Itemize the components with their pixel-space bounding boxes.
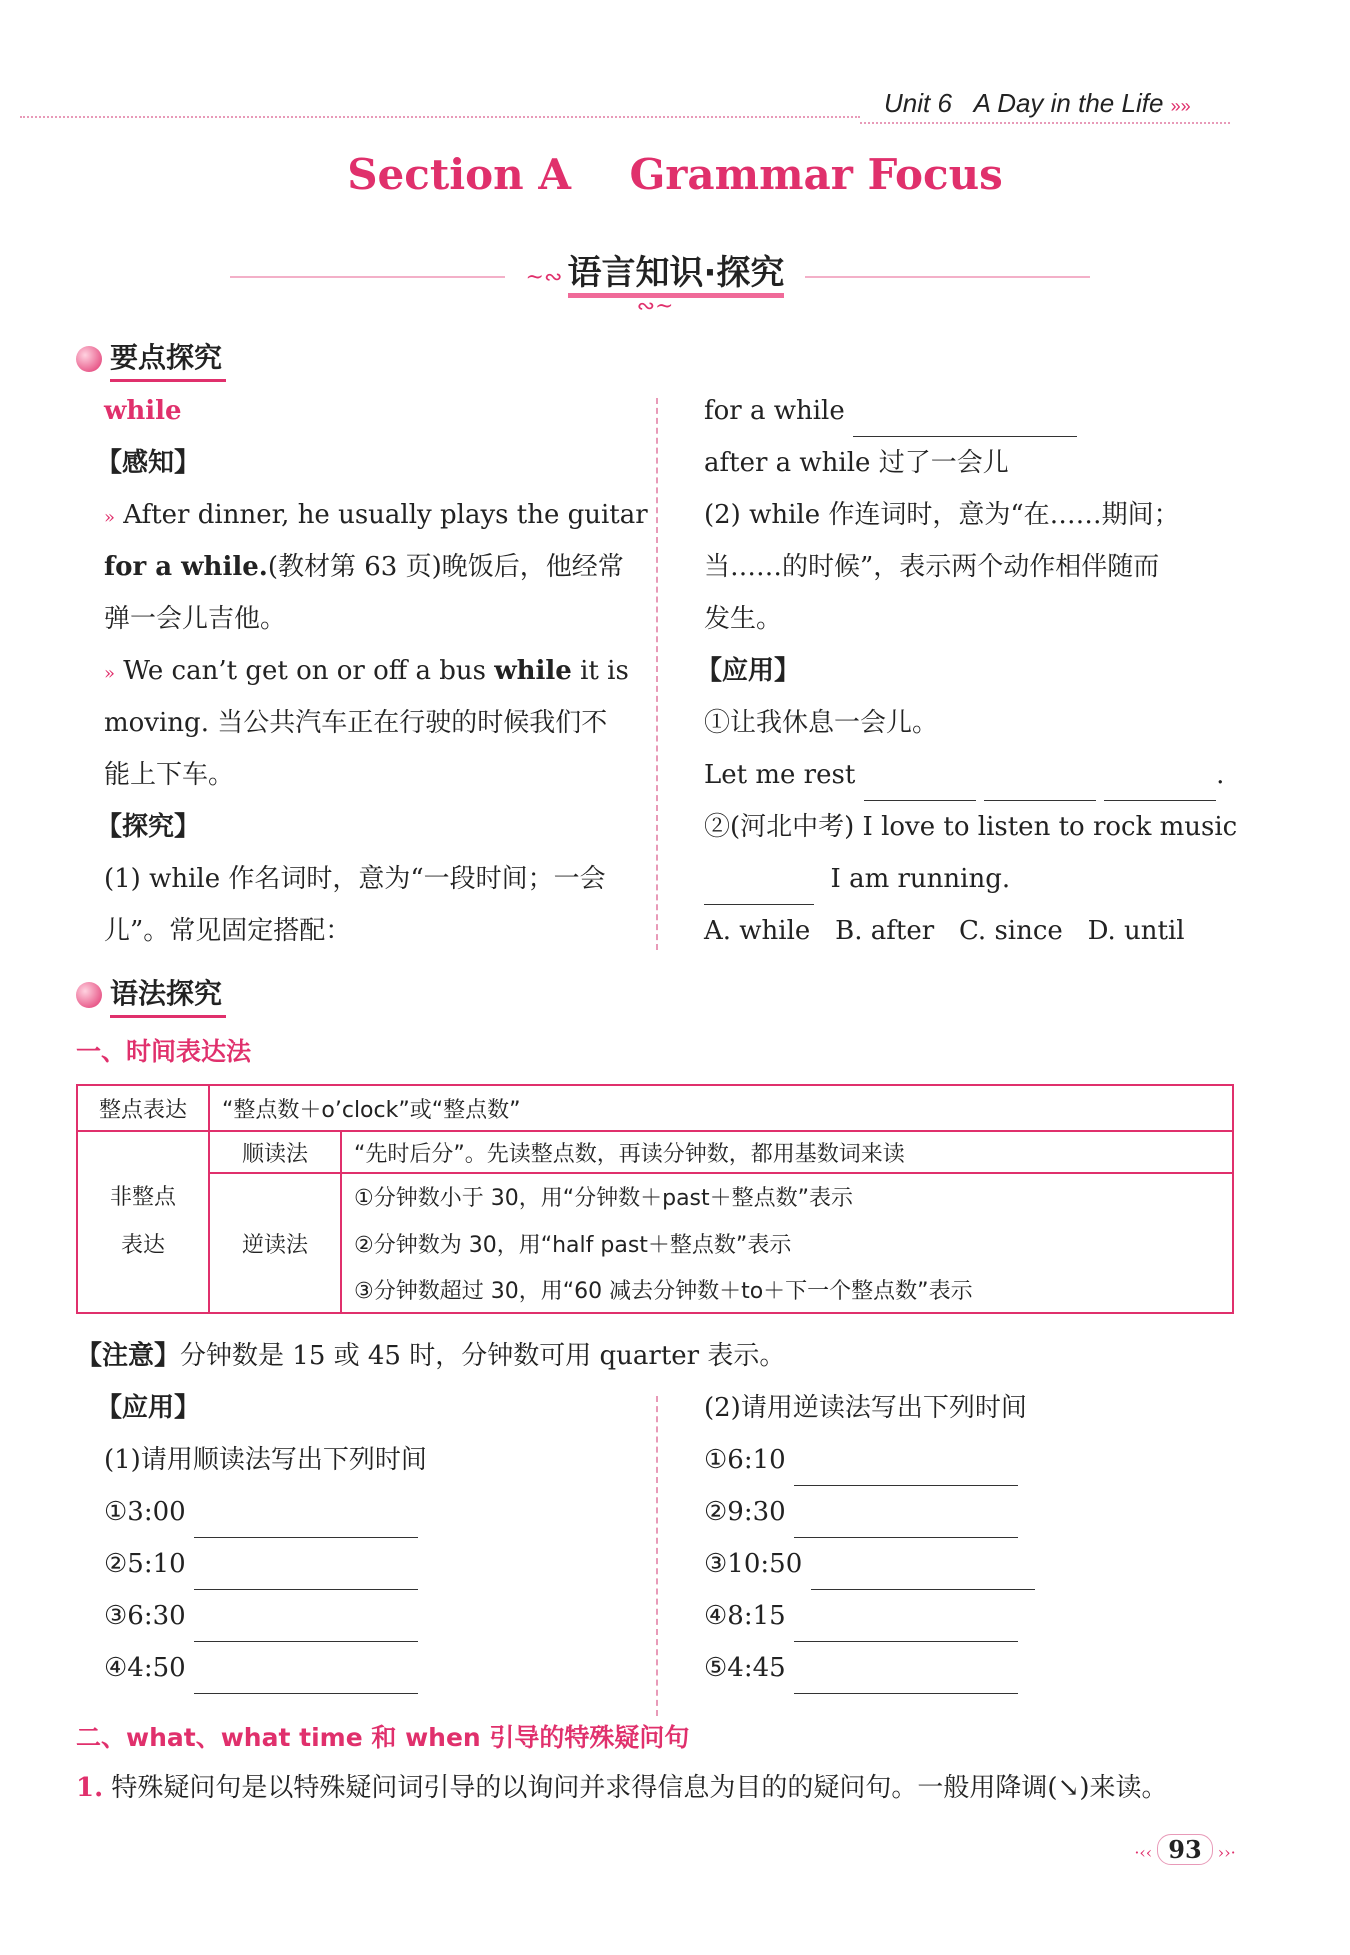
forward-item: ③6:30 — [104, 1590, 418, 1642]
column-divider — [656, 398, 658, 950]
option-d[interactable]: D. until — [1087, 916, 1185, 946]
forward-item: ④4:50 — [104, 1642, 418, 1694]
explore-2-line-3: 发生。 — [704, 604, 783, 634]
unit-title: A Day in the Life — [973, 88, 1164, 118]
option-c[interactable]: C. since — [958, 916, 1063, 946]
question-2-line-2: I am running. — [704, 853, 1010, 905]
backward-item: ①6:10 — [704, 1434, 1018, 1486]
page-title — [0, 150, 1350, 199]
answer-blank[interactable] — [794, 1507, 1018, 1538]
answer-blank[interactable] — [1104, 770, 1216, 801]
unit-label — [884, 88, 1191, 119]
unit-number: Unit 6 — [884, 88, 952, 118]
time-expression-table — [76, 1084, 1234, 1314]
example-2-line-3: 能上下车。 — [104, 760, 235, 790]
answer-blank[interactable] — [984, 770, 1096, 801]
example-2-line-2: moving. 当公共汽车正在行驶的时候我们不 — [104, 708, 608, 738]
backward-item: ②9:30 — [704, 1486, 1018, 1538]
table-cell-method: 逆读法 — [209, 1173, 341, 1313]
section-grammar-label: 语法探究 — [110, 977, 223, 1010]
section-name: Section A — [347, 150, 571, 199]
forward-item: ②5:10 — [104, 1538, 418, 1590]
explore-label: 【探究】 — [96, 812, 201, 842]
backward-exercise-title: (2)请用逆读法写出下列时间 — [704, 1393, 1027, 1423]
answer-blank[interactable] — [864, 770, 976, 801]
answer-blank[interactable] — [794, 1663, 1018, 1694]
backward-item: ⑤4:45 — [704, 1642, 1018, 1694]
banner — [505, 245, 805, 319]
answer-blank[interactable] — [194, 1559, 418, 1590]
example-2-line-1: » We can’t get on or off a bus while it is — [104, 656, 629, 686]
page-ornament-left-icon: ·‹‹ — [1134, 1843, 1153, 1862]
section-key-points — [76, 336, 222, 376]
option-a[interactable]: A. while — [704, 916, 811, 946]
table-cell-label — [77, 1131, 209, 1313]
option-b[interactable]: B. after — [835, 916, 935, 946]
bullet-circle-icon — [76, 346, 102, 372]
apply-label: 【应用】 — [96, 1393, 201, 1423]
answer-blank[interactable] — [704, 874, 814, 905]
table-cell: “先时后分”。先读整点数，再读分钟数，都用基数词来读 — [341, 1131, 1233, 1173]
table-cell: “整点数＋o’clock”或“整点数” — [209, 1085, 1233, 1131]
phrase-after-a-while: after a while 过了一会儿 — [704, 448, 1009, 478]
table-cell: ①分钟数小于 30，用“分钟数＋past＋整点数”表示 — [341, 1173, 1233, 1219]
backward-item: ③10:50 — [704, 1538, 1035, 1590]
flourish-left-icon: ~∾ — [525, 265, 563, 290]
table-cell-method: 顺读法 — [209, 1131, 341, 1173]
question-1-sentence: Let me rest . — [704, 749, 1224, 801]
forward-item: ①3:00 — [104, 1486, 418, 1538]
example-1-line-3: 弹一会儿吉他。 — [104, 604, 287, 634]
example-1-line-2: for a while.(教材第 63 页)晚饭后，他经常 — [104, 552, 624, 582]
table-label-line: 表达 — [120, 1233, 165, 1258]
focus-name: Grammar Focus — [629, 150, 1003, 199]
heading-time-expression: 一、时间表达法 — [76, 1037, 252, 1066]
column-divider — [656, 1396, 658, 1716]
section-grammar — [76, 972, 222, 1012]
explore-2-line-2: 当……的时候”，表示两个动作相伴随而 — [704, 552, 1160, 582]
table-cell-label: 整点表达 — [77, 1085, 209, 1131]
answer-blank[interactable] — [811, 1559, 1035, 1590]
page-number-badge — [1120, 1834, 1250, 1870]
explore-1-line-1: (1) while 作名词时，意为“一段时间；一会 — [104, 864, 606, 894]
keyword-while: while — [104, 396, 182, 426]
answer-blank[interactable] — [194, 1663, 418, 1694]
answer-blank[interactable] — [194, 1507, 418, 1538]
phrase-for-a-while: for a while — [704, 385, 1077, 437]
question-2-line-1: ②(河北中考) I love to listen to rock music — [704, 812, 1238, 842]
bullet-circle-icon — [76, 982, 102, 1008]
example-1-line-1: » After dinner, he usually plays the guitar — [104, 500, 648, 530]
question-1-prompt: ①让我休息一会儿。 — [704, 708, 939, 738]
perceive-label: 【感知】 — [96, 448, 201, 478]
table-cell: ②分钟数为 30，用“half past＋整点数”表示 — [341, 1219, 1233, 1267]
section-key-points-label: 要点探究 — [110, 341, 223, 374]
answer-blank[interactable] — [853, 406, 1077, 437]
flourish-right-icon: ∾~ — [636, 294, 674, 319]
page-ornament-right-icon: ››· — [1217, 1843, 1236, 1862]
question-2-options — [704, 905, 1185, 957]
note-line: 【注意】分钟数是 15 或 45 时，分钟数可用 quarter 表示。 — [76, 1341, 786, 1371]
banner-text: 语言知识·探究 — [568, 253, 785, 298]
apply-label: 【应用】 — [696, 656, 801, 686]
answer-blank[interactable] — [194, 1611, 418, 1642]
answer-blank[interactable] — [794, 1611, 1018, 1642]
forward-exercise-title: (1)请用顺读法写出下列时间 — [104, 1445, 427, 1475]
paragraph-1: 1. 特殊疑问句是以特殊疑问词引导的以询问并求得信息为目的的疑问句。一般用降调(↘)来读。 — [76, 1773, 1168, 1803]
answer-blank[interactable] — [794, 1455, 1018, 1486]
table-label-line: 非整点 — [109, 1185, 176, 1210]
backward-item: ④8:15 — [704, 1590, 1018, 1642]
explore-1-line-2: 儿”。常见固定搭配： — [104, 916, 352, 946]
heading-wh-questions: 二、what、what time 和 when 引导的特殊疑问句 — [76, 1723, 690, 1752]
page-number: 93 — [1157, 1834, 1212, 1865]
explore-2-line-1: (2) while 作连词时，意为“在……期间； — [704, 500, 1180, 530]
table-cell: ③分钟数超过 30，用“60 减去分钟数＋to＋下一个整点数”表示 — [341, 1267, 1233, 1313]
double-chevron-icon: »» — [1170, 96, 1191, 116]
